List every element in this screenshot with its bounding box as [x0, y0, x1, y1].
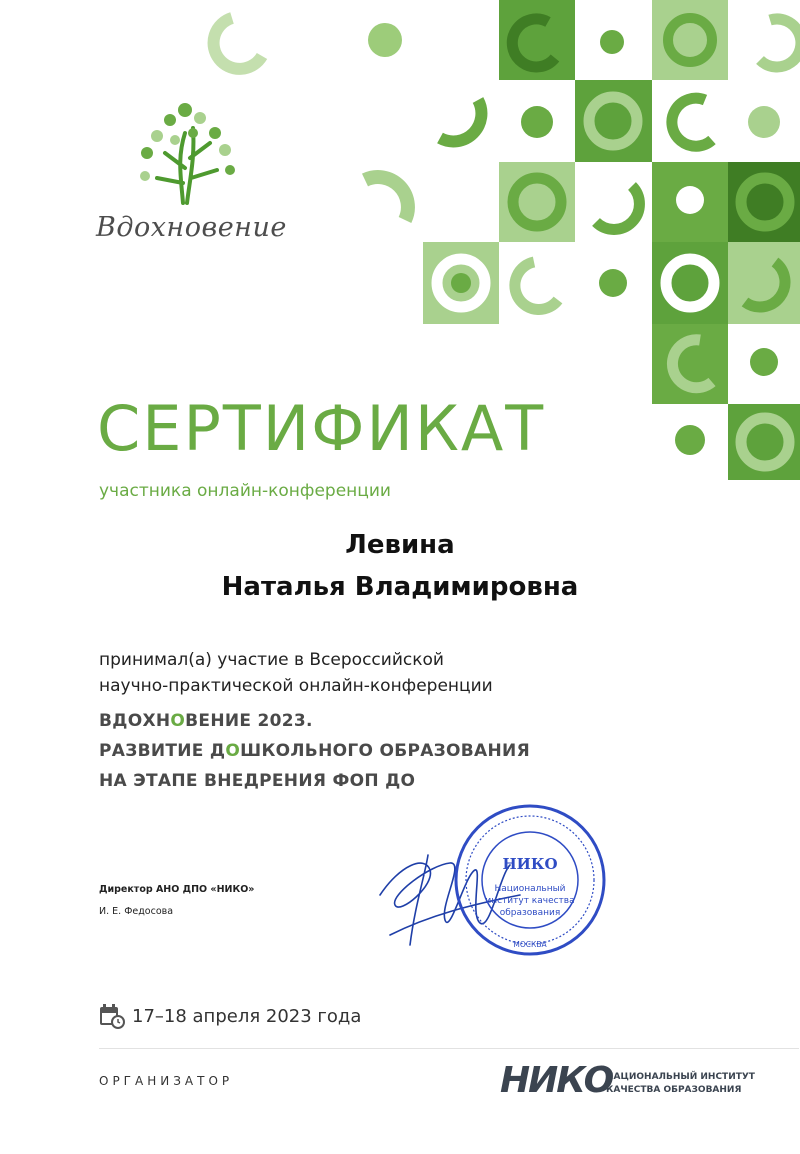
leaf-deco: [748, 106, 780, 138]
stamp-brand: НИКО: [502, 855, 558, 873]
signatory-title: Директор АНО ДПО «НИКО»: [99, 884, 255, 895]
stamp-seal-icon: [450, 800, 610, 960]
stamp-city: МОСКВА: [513, 940, 547, 949]
leaf-deco: [600, 30, 624, 54]
arc-deco: [515, 262, 558, 309]
arc-deco: [672, 98, 712, 146]
arc-deco: [440, 100, 481, 141]
leaf-deco: [451, 273, 471, 293]
leaf-deco: [368, 23, 402, 57]
organizer-name-line2: КАЧЕСТВА ОБРАЗОВАНИЯ: [606, 1085, 742, 1095]
arc-deco: [365, 177, 408, 220]
arc-deco: [214, 18, 262, 69]
stamp-text-line3: образования: [499, 908, 561, 918]
signatory-name: И. Е. Федосова: [99, 906, 174, 917]
recipient-surname: Левина: [345, 530, 455, 560]
leaf-deco: [599, 269, 627, 297]
niko-logo: НИКО: [500, 1060, 613, 1101]
certificate-title: СЕРТИФИКАТ: [97, 392, 546, 465]
participation-text-line1: принимал(а) участие в Всероссийской: [99, 650, 444, 670]
arc-deco: [596, 186, 639, 229]
conference-title-line2: РАЗВИТИЕ ДОШКОЛЬНОГО ОБРАЗОВАНИЯ: [99, 741, 530, 761]
stamp-text-line1: Национальный: [494, 884, 566, 894]
leaf-deco: [750, 348, 778, 376]
footer-divider: [99, 1048, 799, 1049]
leaf-deco: [675, 425, 705, 455]
recipient-given-names: Наталья Владимировна: [221, 572, 579, 602]
arc-deco: [760, 19, 800, 67]
participation-text-line2: научно-практической онлайн-конференции: [99, 676, 493, 696]
calendar-icon: [99, 1003, 125, 1029]
leaf-deco: [676, 186, 704, 214]
organizer-label: ОРГАНИЗАТОР: [99, 1074, 234, 1088]
stamp-text-line2: институт качества: [485, 896, 575, 906]
event-dates: 17–18 апреля 2023 года: [132, 1006, 362, 1027]
certificate-subtitle: участника онлайн-конференции: [99, 481, 391, 501]
leaf-deco: [521, 106, 553, 138]
organizer-name-line1: НАЦИОНАЛЬНЫЙ ИНСТИТУТ: [606, 1072, 755, 1082]
logo-text: Вдохновение: [96, 212, 287, 243]
conference-title-line1: ВДОХНОВЕНИЕ 2023.: [99, 711, 313, 731]
conference-title-line3: НА ЭТАПЕ ВНЕДРЕНИЯ ФОП ДО: [99, 771, 416, 791]
